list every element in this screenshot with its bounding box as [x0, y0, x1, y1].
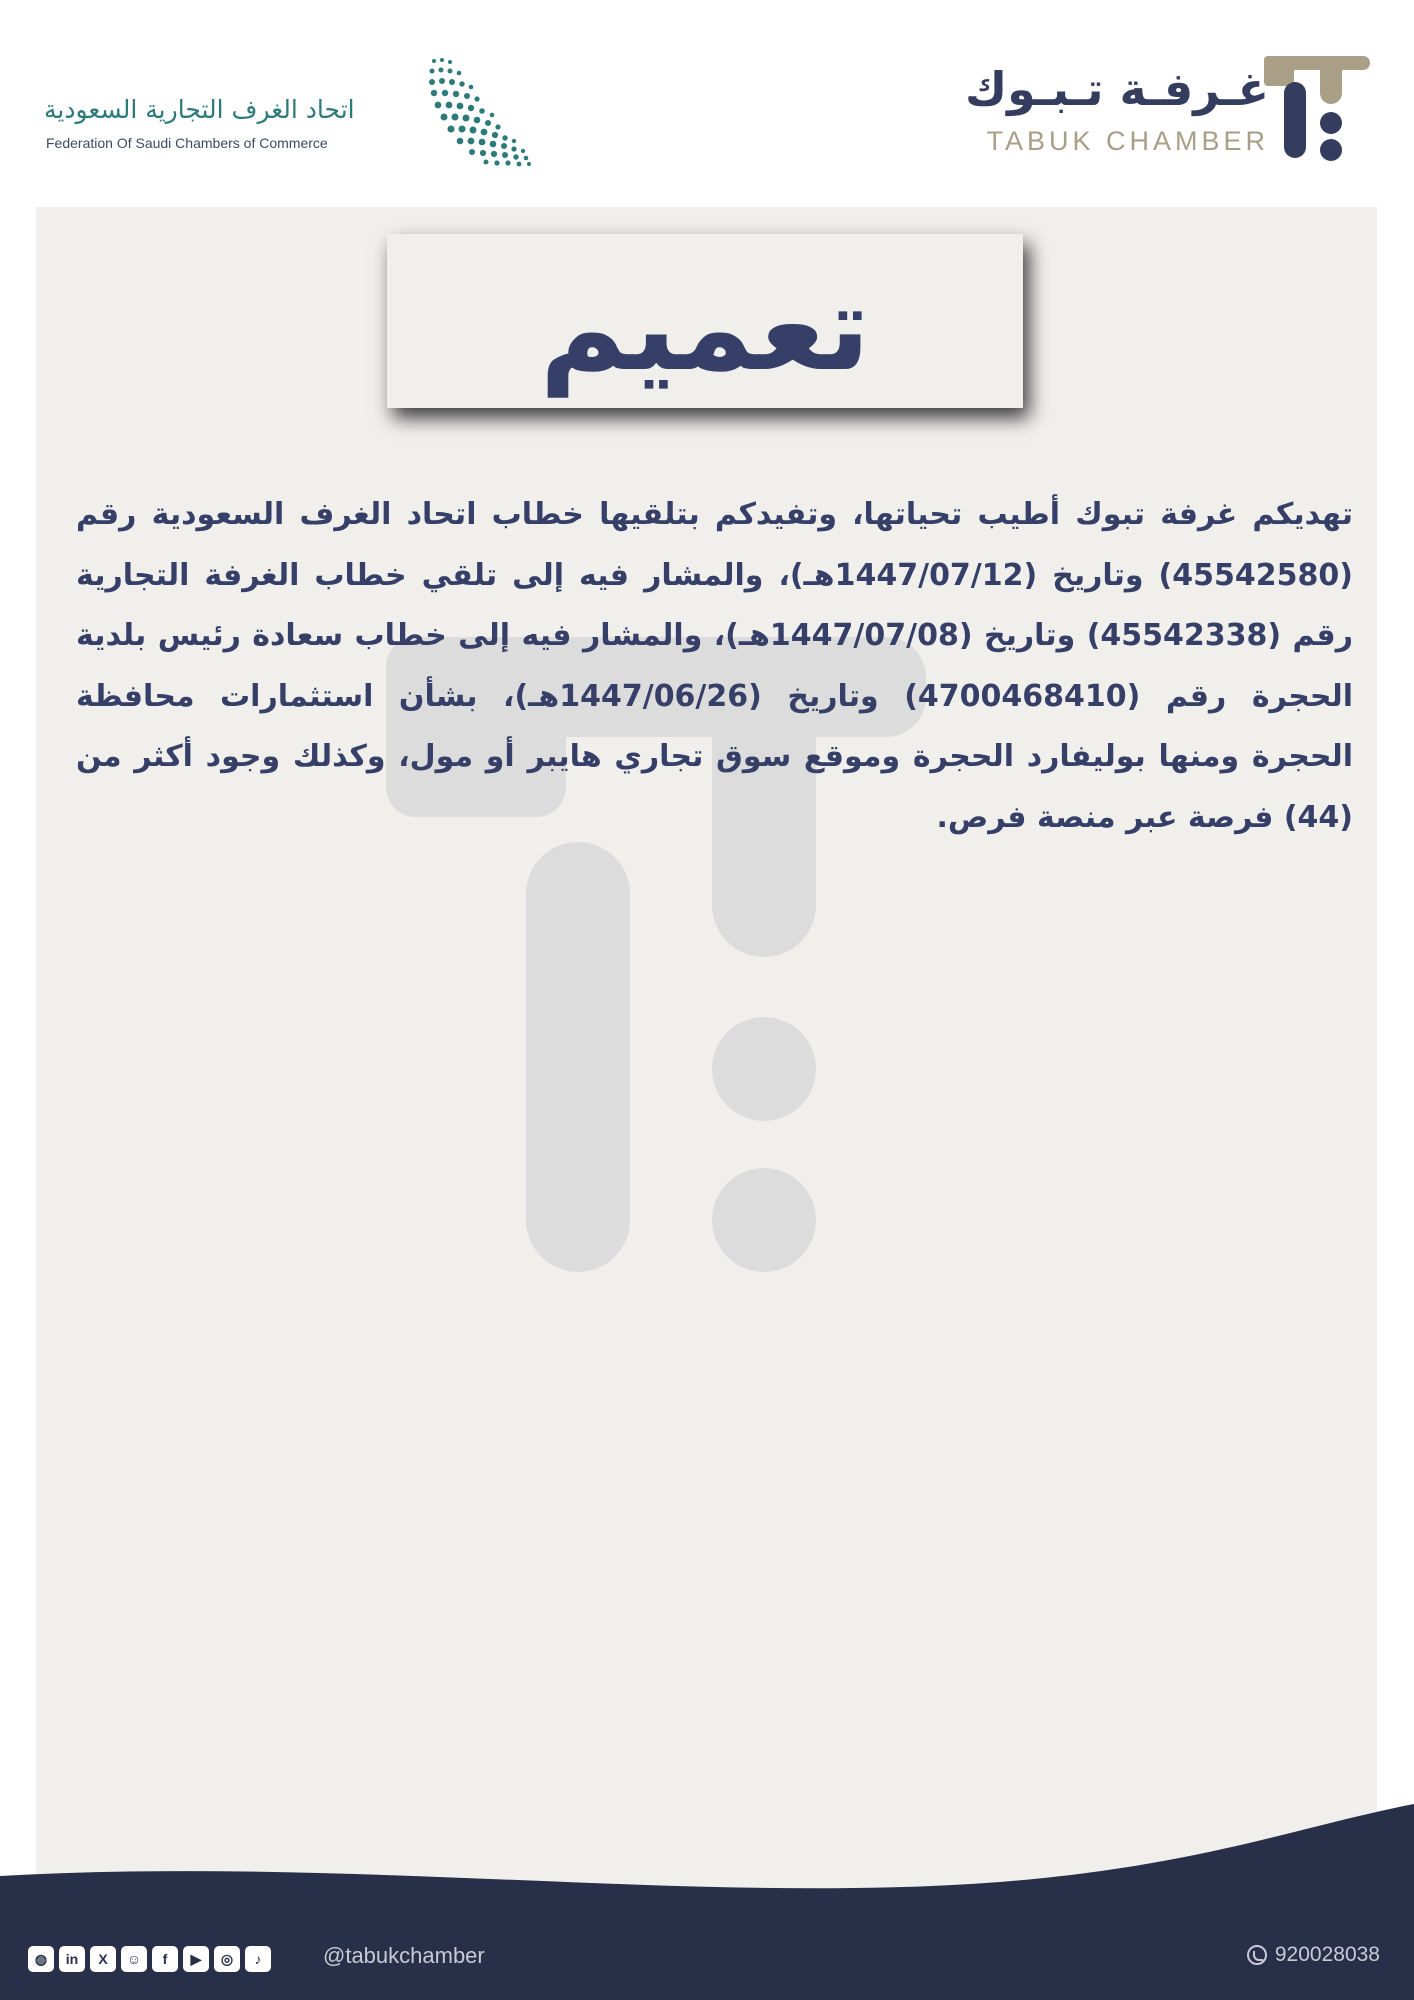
x-icon[interactable]: X — [90, 1946, 116, 1972]
tabuk-chamber-mark-icon — [1264, 56, 1374, 166]
facebook-icon[interactable]: f — [152, 1946, 178, 1972]
document-body: تهديكم غرفة تبوك أطيب تحياتها، وتفيدكم بتلقيها خطاب اتحاد الغرف السعودية رقم (45542580) وتاريخ (1447/07/12هـ)، والمشار فيه إلى تلقي خطاب الغرفة التجارية رقم (45542338) وتاريخ (1447/07/08هـ)، والمشار فيه إلى خطاب سعادة رئيس بلدية الحجرة رقم (4700468410) وتاريخ (1447/06/26هـ)، بشأن استثمارات محافظة الحجرة ومنها بوليفارد الحجرة وموقع سوق تجاري هايبر أو مول، وكذلك وجود أكثر من (44) فرصة عبر منصة فرص. — [76, 497, 1353, 835]
phone-number: 920028038 — [1274, 1943, 1380, 1966]
snapchat-icon[interactable]: ☺ — [121, 1946, 147, 1972]
tabuk-chamber-name-english: TABUK CHAMBER — [986, 126, 1269, 156]
linkedin-icon[interactable]: in — [59, 1946, 85, 1972]
header — [0, 0, 1414, 205]
federation-name-arabic: اتحاد الغرف التجارية السعودية — [44, 95, 355, 124]
youtube-icon[interactable]: ▶ — [183, 1946, 209, 1972]
document-title: تعميم — [539, 259, 871, 397]
title-box — [387, 234, 1023, 408]
globe-icon[interactable]: ◍ — [28, 1946, 54, 1972]
federation-name-english: Federation Of Saudi Chambers of Commerce — [46, 135, 328, 151]
instagram-icon[interactable]: ◎ — [214, 1946, 240, 1972]
social-handle[interactable]: @tabukchamber — [323, 1943, 485, 1968]
phone-contact[interactable] — [1247, 1943, 1380, 1967]
whatsapp-icon — [1247, 1945, 1267, 1965]
federation-logo — [44, 55, 544, 170]
tiktok-icon[interactable]: ♪ — [245, 1946, 271, 1972]
tabuk-chamber-name-arabic: غـرفـة تـبـوك — [964, 62, 1269, 116]
content-panel — [36, 207, 1377, 1897]
social-icons — [28, 1946, 271, 1972]
federation-dots-icon — [424, 55, 544, 170]
tabuk-chamber-logo — [934, 52, 1374, 172]
